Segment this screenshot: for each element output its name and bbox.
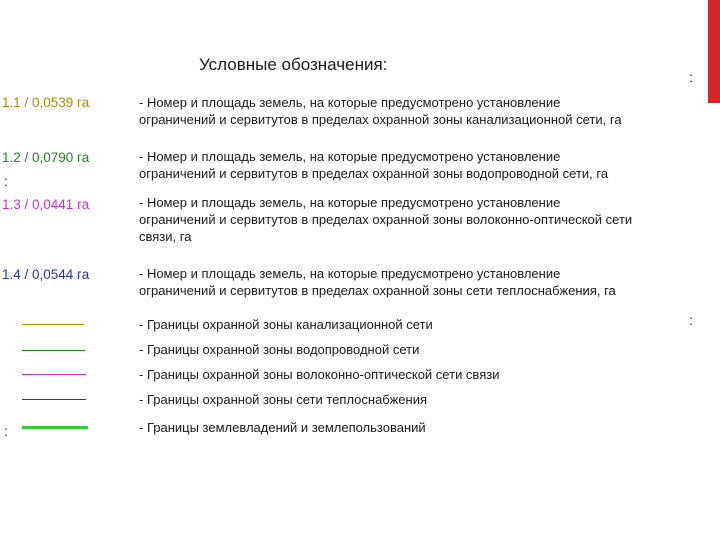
lot-description-line: ограничений и сервитутов в пределах охранной зоны водопроводной сети, га	[139, 166, 609, 181]
lot-description-line: ограничений и сервитутов в пределах охранной зоны волоконно-оптической сети	[139, 212, 633, 227]
lot-description	[139, 148, 699, 182]
lot-description	[139, 194, 699, 245]
lot-description-line: - Номер и площадь земель, на которые предусмотрено установление	[139, 95, 561, 110]
lot-code: 1.2 / 0,0790 га	[2, 150, 90, 165]
lot-code: 1.4 / 0,0544 га	[2, 267, 90, 282]
land-boundary-line-swatch	[22, 426, 88, 429]
border-label: - Границы охранной зоны волоконно-оптической сети связи	[139, 367, 500, 382]
lot-description-line: - Номер и площадь земель, на которые предусмотрено установление	[139, 149, 561, 164]
colon-mark: :	[4, 173, 8, 189]
border-label: - Границы охранной зоны водопроводной сети	[139, 342, 420, 357]
lot-code: 1.3 / 0,0441 га	[2, 197, 90, 212]
sewer-zone-line-swatch	[22, 324, 84, 325]
colon-mark: :	[4, 423, 8, 439]
lot-description-line: ограничений и сервитутов в пределах охранной зоны канализационной сети, га	[139, 112, 622, 127]
water-zone-line-swatch	[22, 350, 85, 351]
accent-bar	[708, 0, 720, 103]
colon-mark: :	[689, 312, 693, 328]
fiber-zone-line-swatch	[22, 374, 86, 375]
heating-zone-line-swatch	[22, 399, 86, 400]
lot-description-line: - Номер и площадь земель, на которые предусмотрено установление	[139, 195, 561, 210]
lot-description-line: связи, га	[139, 229, 192, 244]
lot-code: 1.1 / 0,0539 га	[2, 95, 90, 110]
legend-title: Условные обозначения:	[199, 55, 388, 74]
lot-description-line: - Номер и площадь земель, на которые предусмотрено установление	[139, 266, 561, 281]
border-label: - Границы охранной зоны сети теплоснабжения	[139, 392, 428, 407]
lot-description	[139, 94, 699, 128]
border-label: - Границы землевладений и землепользований	[139, 420, 426, 435]
lot-description-line: ограничений и сервитутов в пределах охранной зоны сети теплоснабжения, га	[139, 283, 616, 298]
border-label: - Границы охранной зоны канализационной сети	[139, 317, 433, 332]
lot-description	[139, 265, 699, 299]
colon-mark: :	[689, 69, 693, 85]
